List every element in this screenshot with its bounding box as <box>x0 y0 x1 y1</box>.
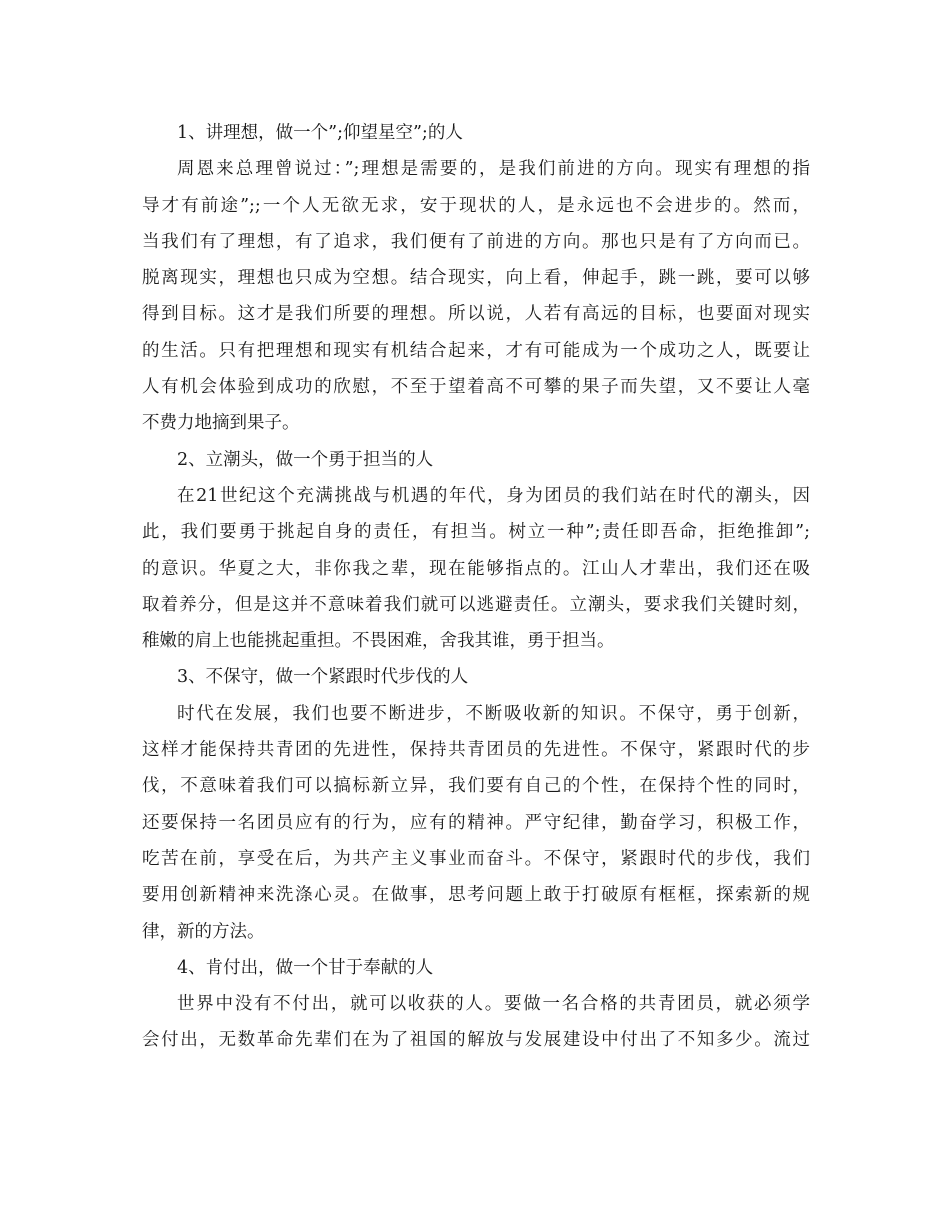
paragraph-line: 世界中没有不付出，就可以收获的人。要做一名合格的共青团员，就必须学 <box>177 994 810 1015</box>
section-heading: 4、肯付出，做一个甘于奉献的人 <box>177 957 434 978</box>
paragraph-line: 取着养分，但是这并不意味着我们就可以逃避责任。立潮头，要求我们关键时刻， <box>142 594 810 615</box>
section-heading: 2、立潮头，做一个勇于担当的人 <box>177 449 434 470</box>
paragraph-line: 脱离现实，理想也只成为空想。结合现实，向上看，伸起手，跳一跳，要可以够 <box>142 268 810 289</box>
paragraph-line: 这样才能保持共青团的先进性，保持共青团员的先进性。不保守，紧跟时代的步 <box>142 740 810 761</box>
paragraph-line: 时代在发展，我们也要不断进步，不断吸收新的知识。不保守，勇于创新， <box>177 703 810 724</box>
paragraph-line: 在21世纪这个充满挑战与机遇的年代，身为团员的我们站在时代的潮头，因 <box>177 485 810 506</box>
paragraph-line: 不费力地摘到果子。 <box>142 413 300 434</box>
paragraph-line: 人有机会体验到成功的欣慰，不至于望着高不可攀的果子而失望，又不要让人毫 <box>142 377 810 398</box>
paragraph-line: 当我们有了理想，有了追求，我们便有了前进的方向。那也只是有了方向而已。 <box>142 231 810 252</box>
paragraph-line: 律，新的方法。 <box>142 921 265 942</box>
paragraph-line: 的意识。华夏之大，非你我之辈，现在能够指点的。江山人才辈出，我们还在吸 <box>142 558 810 579</box>
section-heading: 3、不保守，做一个紧跟时代步伐的人 <box>177 667 469 688</box>
paragraph-line: 此，我们要勇于挑起自身的责任，有担当。树立一种”;责任即吾命，拒绝推卸”; <box>142 522 810 543</box>
paragraph-line: 周恩来总理曾说过：”;理想是需要的，是我们前进的方向。现实有理想的指 <box>177 159 810 180</box>
paragraph-line: 会付出，无数革命先辈们在为了祖国的解放与发展建设中付出了不知多少。流过 <box>142 1030 810 1051</box>
paragraph-line: 还要保持一名团员应有的行为，应有的精神。严守纪律，勤奋学习，积极工作， <box>142 812 810 833</box>
paragraph-line: 得到目标。这才是我们所要的理想。所以说，人若有高远的目标，也要面对现实 <box>142 304 810 325</box>
paragraph-line: 要用创新精神来洗涤心灵。在做事，思考问题上敢于打破原有框框，探索新的规 <box>142 885 810 906</box>
paragraph-line: 导才有前途”;;一个人无欲无求，安于现状的人，是永远也不会进步的。然而， <box>142 195 810 216</box>
paragraph-line: 的生活。只有把理想和现实有机结合起来，才有可能成为一个成功之人，既要让 <box>142 340 810 361</box>
paragraph-line: 伐，不意味着我们可以搞标新立异，我们要有自己的个性，在保持个性的同时， <box>142 776 810 797</box>
section-heading: 1、讲理想，做一个”;仰望星空”;的人 <box>177 123 463 143</box>
document-body <box>142 115 810 1059</box>
paragraph-line: 稚嫩的肩上也能挑起重担。不畏困难，舍我其谁，勇于担当。 <box>142 631 615 652</box>
paragraph-line: 吃苦在前，享受在后，为共产主义事业而奋斗。不保守，紧跟时代的步伐，我们 <box>142 848 810 869</box>
